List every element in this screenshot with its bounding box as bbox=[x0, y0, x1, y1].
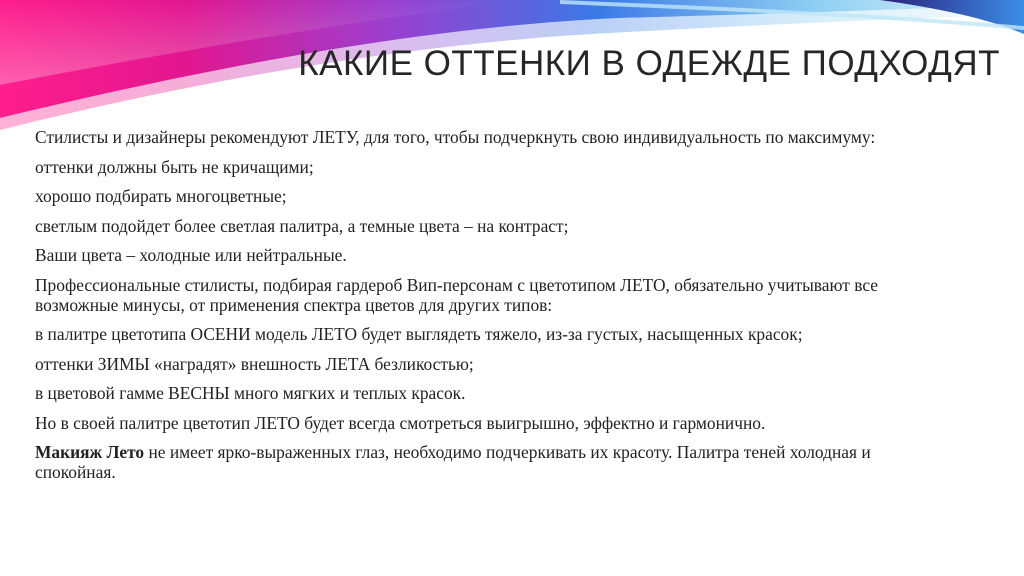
paragraph-item: светлым подойдет более светлая палитра, а темные цвета – на контраст; bbox=[35, 215, 569, 236]
makeup-heading: Макияж Лето bbox=[35, 442, 145, 462]
slide-title: КАКИЕ ОТТЕНКИ В ОДЕЖДЕ ПОДХОДЯТ bbox=[298, 44, 1000, 83]
slide-body bbox=[35, 127, 935, 492]
paragraph-intro: Стилисты и дизайнеры рекомендуют ЛЕТУ, для того, чтобы подчеркнуть свою индивидуальность по максимуму: bbox=[35, 127, 876, 147]
paragraph-item: в цветовой гамме ВЕСНЫ много мягких и теплых красок. bbox=[35, 383, 466, 403]
paragraph-item: оттенки ЗИМЫ «наградят» внешность ЛЕТА безликостью; bbox=[35, 353, 474, 374]
paragraph-item: хорошо подбирать многоцветные; bbox=[35, 186, 287, 206]
paragraph-stylists: Профессиональные стилисты, подбирая гардероб Вип-персонам с цветотипом ЛЕТО, обязательно учитывают все возможные минусы, от применения спектра цветов для других типов: bbox=[35, 274, 878, 315]
paragraph-makeup bbox=[35, 442, 935, 482]
paragraph-item: в палитре цветотипа ОСЕНИ модель ЛЕТО будет выглядеть тяжело, из-за густых, насыщенных красок; bbox=[35, 324, 803, 344]
makeup-text: не имеет ярко-выраженных глаз, необходимо подчеркивать их красоту. Палитра теней холодная и спокойная. bbox=[35, 442, 871, 482]
paragraph-item: Ваши цвета – холодные или нейтральные. bbox=[35, 245, 347, 265]
paragraph-item: оттенки должны быть не кричащими; bbox=[35, 156, 314, 177]
paragraph-conclusion: Но в своей палитре цветотип ЛЕТО будет всегда смотреться выигрышно, эффектно и гармонично. bbox=[35, 412, 766, 433]
